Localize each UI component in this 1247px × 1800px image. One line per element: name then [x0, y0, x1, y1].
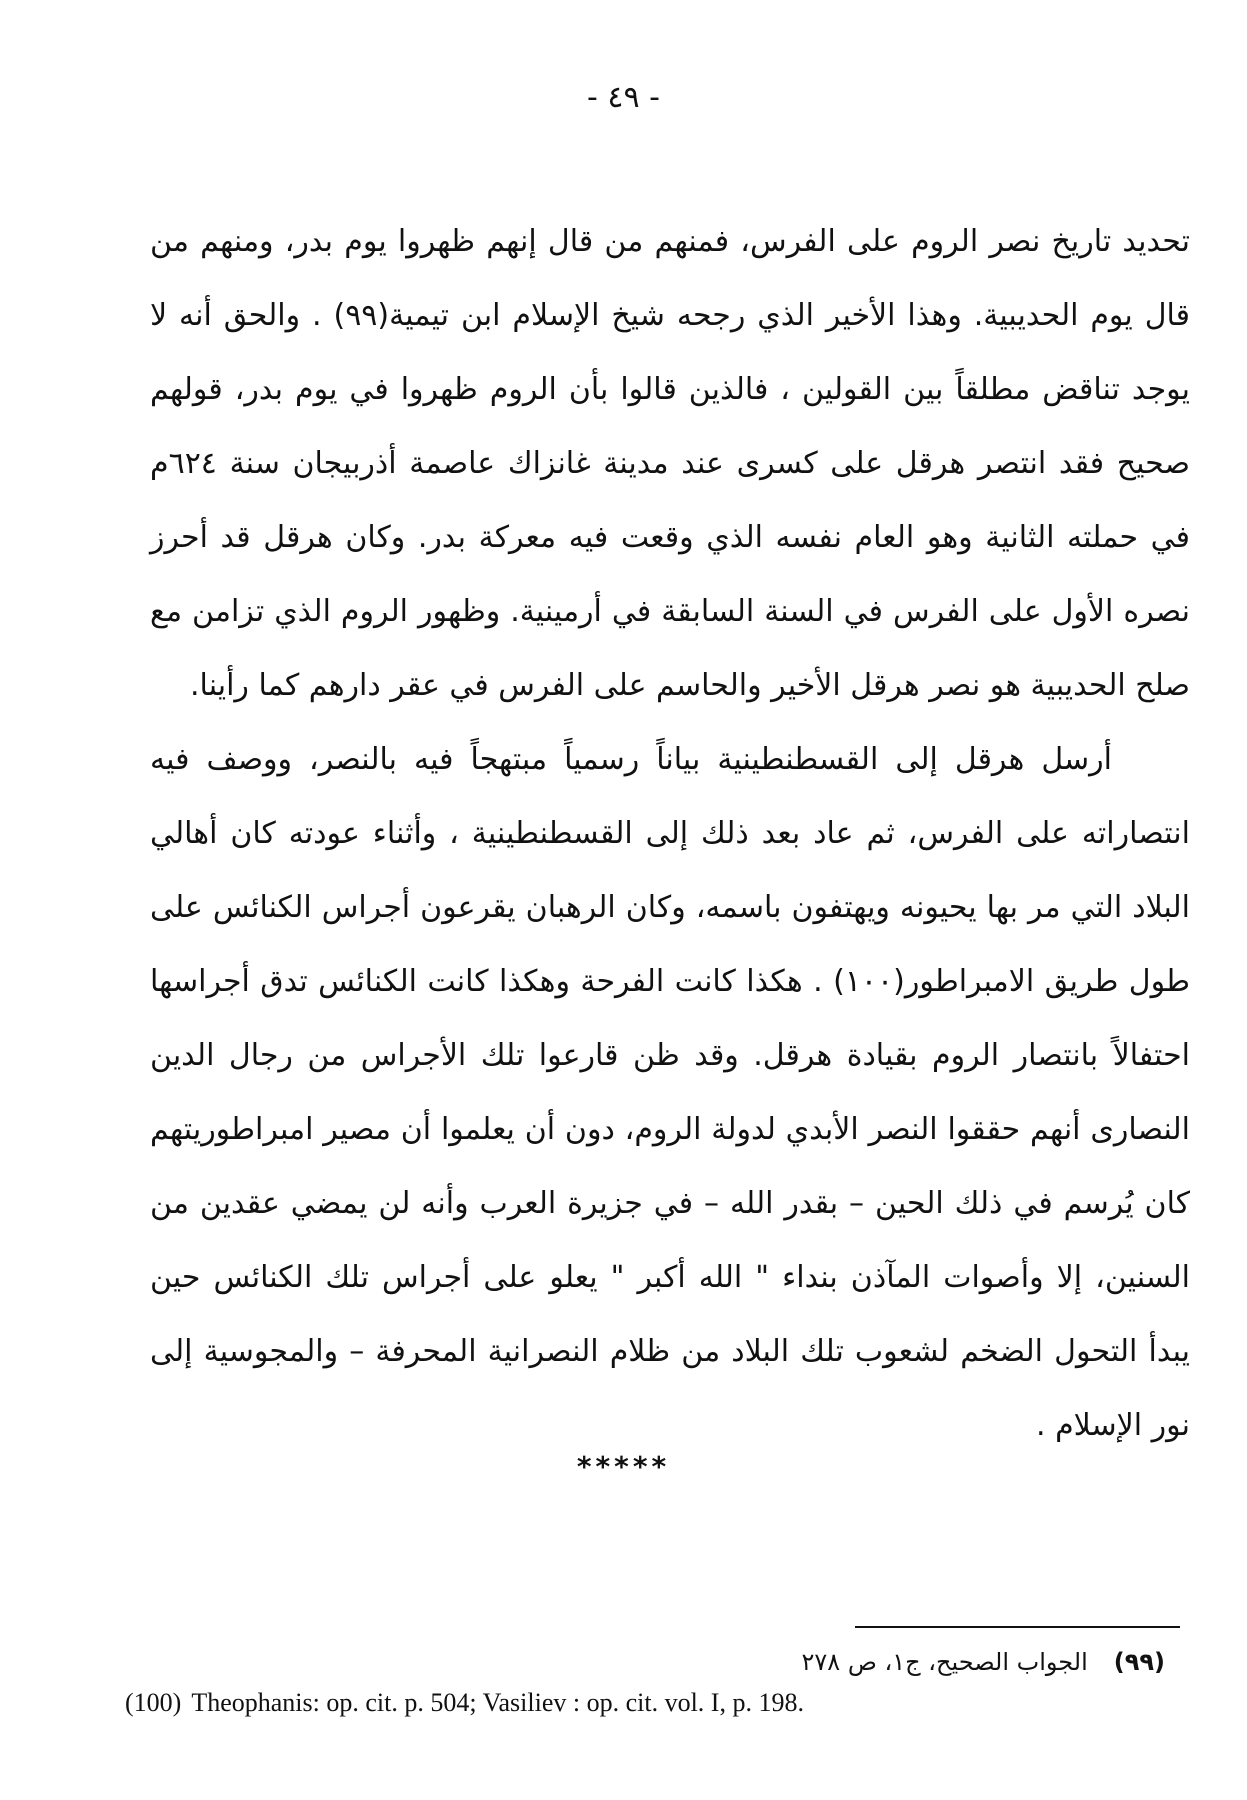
page-number: - ٤٩ - [587, 80, 660, 115]
footnote-100 [125, 1688, 1125, 1718]
section-separator: ***** [576, 1450, 671, 1483]
footnote-99-text: الجواب الصحيح، ج١، ص ٢٧٨ [801, 1648, 1088, 1676]
footnote-99-number: (٩٩) [1113, 1648, 1165, 1676]
paragraph-1: تحديد تاريخ نصر الروم على الفرس، فمنهم من قال إنهم ظهروا يوم بدر، ومنهم من قال يوم الحديبية. وهذا الأخير الذي رجحه شيخ الإسلام ابن تيمية(٩٩) . والحق أنه لا يوجد تناقض مطلقاً بين القولين ، فالذين قالوا بأن الروم ظهروا في يوم بدر، قولهم صحيح فقد انتصر هرقل على كسرى عند مدينة غانزاك عاصمة أذربيجان سنة ٦٢٤م في حملته الثانية وهو العام نفسه الذي وقعت فيه معركة بدر. وكان هرقل قد أحرز نصره الأول على الفرس في السنة السابقة في أرمينية. وظهور الروم الذي تزامن مع صلح الحديبية هو نصر هرقل الأخير والحاسم على الفرس في عقر دارهم كما رأينا. [150, 224, 1190, 703]
body-text [150, 205, 1190, 1463]
footnote-99 [500, 1648, 1165, 1676]
footnote-100-number: (100) [125, 1688, 182, 1717]
paragraph-2: أرسل هرقل إلى القسطنطينية بياناً رسمياً مبتهجاً فيه بالنصر، ووصف فيه انتصاراته على الفرس، ثم عاد بعد ذلك إلى القسطنطينية ، وأثناء عودته كان أهالي البلاد التي مر بها يحيونه ويهتفون باسمه، وكان الرهبان يقرعون أجراس الكنائس على طول طريق الامبراطور(١٠٠) . هكذا كانت الفرحة وهكذا كانت الكنائس تدق أجراسها احتفالاً بانتصار الروم بقيادة هرقل. وقد ظن قارعوا تلك الأجراس من رجال الدين النصارى أنهم حققوا النصر الأبدي لدولة الروم، دون أن يعلموا أن مصير امبراطوريتهم كان يُرسم في ذلك الحين – بقدر الله – في جزيرة العرب وأنه لن يمضي عقدين من السنين، إلا وأصوات المآذن بنداء " الله أكبر " يعلو على أجراس تلك الكنائس حين يبدأ التحول الضخم لشعوب تلك البلاد من ظلام النصرانية المحرفة – والمجوسية إلى نور الإسلام . [150, 742, 1190, 1443]
footnote-100-text: Theophanis: op. cit. p. 504; Vasiliev : op. cit. vol. I, p. 198. [191, 1688, 804, 1717]
footnote-divider [855, 1626, 1180, 1628]
